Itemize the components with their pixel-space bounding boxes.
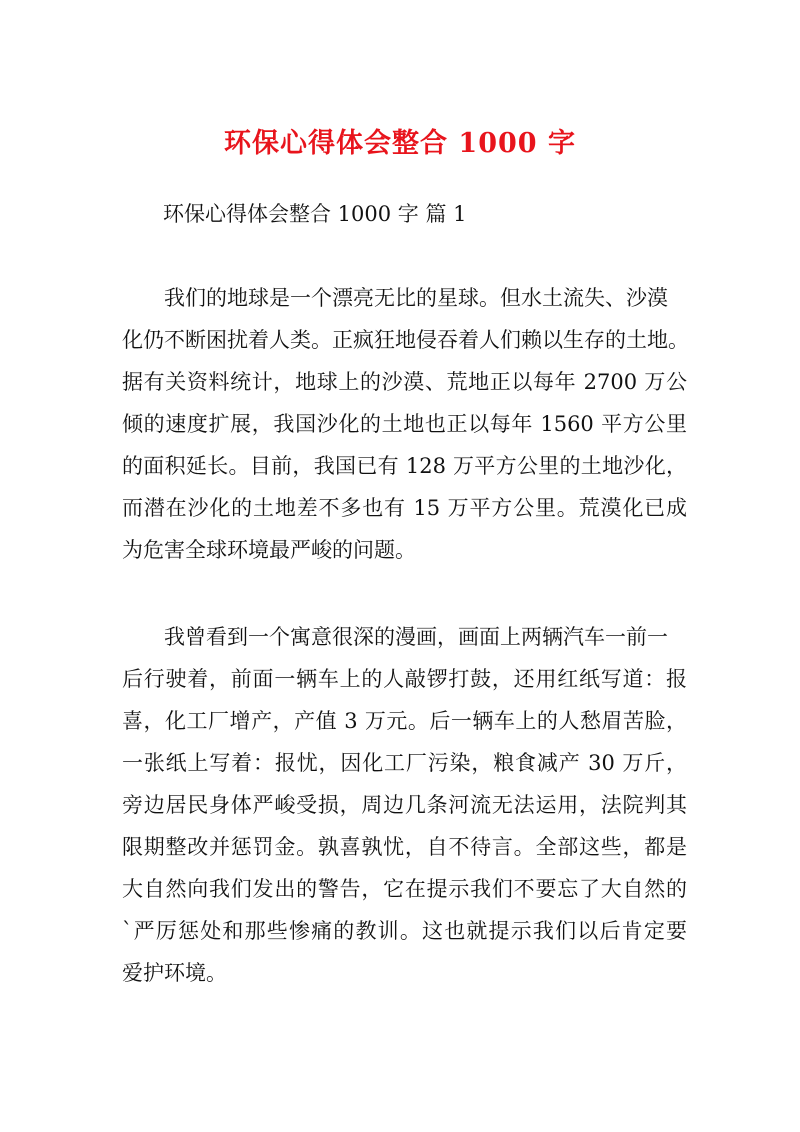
paragraph-line: 倾的速度扩展，我国沙化的土地也正以每年 1560 平方公里 bbox=[122, 412, 687, 436]
paragraph-line: 据有关资料统计，地球上的沙漠、荒地正以每年 2700 万公 bbox=[122, 370, 687, 394]
paragraph-line: 我曾看到一个寓意很深的漫画，画面上两辆汽车一前一 bbox=[164, 625, 668, 649]
paragraph-line: 为危害全球环境最严峻的问题。 bbox=[122, 538, 416, 562]
paragraph-line: 大自然向我们发出的警告，它在提示我们不要忘了大自然的 bbox=[122, 877, 687, 901]
paragraph-line: 一张纸上写着：报忧，因化工厂污染，粮食减产 30 万斤， bbox=[122, 751, 687, 775]
document-title: 环保心得体会整合 1000 字 bbox=[224, 128, 576, 159]
paragraph-line: `严厉惩处和那些惨痛的教训。这也就提示我们以后肯定要 bbox=[122, 919, 687, 943]
paragraph-line: 后行驶着，前面一辆车上的人敲锣打鼓，还用红纸写道：报 bbox=[122, 667, 687, 691]
paragraph-line: 旁边居民身体严峻受损，周边几条河流无法运用，法院判其 bbox=[122, 793, 687, 817]
paragraph-line: 爱护环境。 bbox=[122, 961, 227, 985]
paragraph-line: 的面积延长。目前，我国已有 128 万平方公里的土地沙化， bbox=[122, 454, 687, 478]
paragraph-line: 我们的地球是一个漂亮无比的星球。但水土流失、沙漠 bbox=[164, 286, 668, 310]
paragraph-line: 喜，化工厂增产，产值 3 万元。后一辆车上的人愁眉苦脸， bbox=[122, 709, 687, 733]
paragraph-1 bbox=[122, 277, 687, 571]
section-heading: 环保心得体会整合 1000 字 篇 1 bbox=[163, 202, 467, 226]
paragraph-line: 限期整改并惩罚金。孰喜孰忧，自不待言。全部这些，都是 bbox=[122, 835, 687, 859]
paragraph-line: 化仍不断困扰着人类。正疯狂地侵吞着人们赖以生存的土地。 bbox=[122, 328, 689, 352]
paragraph-2 bbox=[122, 616, 687, 994]
paragraph-line: 而潜在沙化的土地差不多也有 15 万平方公里。荒漠化已成 bbox=[122, 496, 687, 520]
